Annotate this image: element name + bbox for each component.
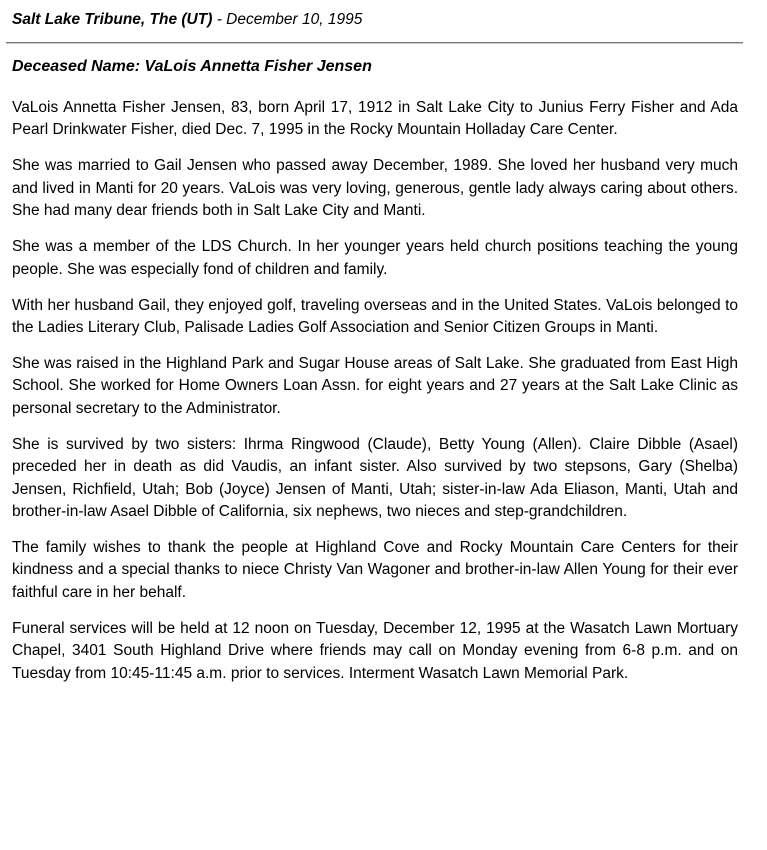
obituary-body	[12, 97, 738, 699]
obituary-paragraph: She is survived by two sisters: Ihrma Ringwood (Claude), Betty Young (Allen). Claire Dibble (Asael) preceded her in death as did Vaudis, an infant sister. Also survived by two stepsons, Gary (Shelba) Jensen, Richfield, Utah; Bob (Joyce) Jensen of Manti, Utah; sister-in-law Ada Eliason, Manti, Utah and brother-in-law Asael Dibble of California, six nephews, two nieces and step-grandchildren.	[12, 435, 738, 521]
obituary-paragraph: She was raised in the Highland Park and Sugar House areas of Salt Lake. She graduated from East High School. She worked for Home Owners Loan Assn. for eight years and 27 years at the Salt Lake Clinic as personal secretary to the Administrator.	[12, 355, 738, 417]
obituary-paragraph: The family wishes to thank the people at Highland Cove and Rocky Mountain Care Centers for their kindness and a special thanks to niece Christy Van Wagoner and brother-in-law Allen Young for their ever faithful care in her behalf.	[12, 539, 738, 601]
obituary-paragraph: She was a member of the LDS Church. In her younger years held church positions teaching the young people. She was especially fond of children and family.	[12, 238, 738, 278]
publication-date: December 10, 1995	[226, 11, 363, 28]
deceased-name-heading: Deceased Name: VaLois Annetta Fisher Jensen	[12, 58, 372, 75]
obituary-paragraph: Funeral services will be held at 12 noon on Tuesday, December 12, 1995 at the Wasatch Lawn Mortuary Chapel, 3401 South Highland Drive where friends may call on Monday evening from 6-8 p.m. and on Tuesday from 10:45-11:45 a.m. prior to services. Interment Wasatch Lawn Memorial Park.	[12, 619, 738, 682]
header-separator: -	[212, 11, 227, 28]
obituary-paragraph: VaLois Annetta Fisher Jensen, 83, born April 17, 1912 in Salt Lake City to Junius Ferry Fisher and Ada Pearl Drinkwater Fisher, died Dec. 7, 1995 in the Rocky Mountain Holladay Care Center.	[12, 99, 738, 139]
obituary-paragraph: With her husband Gail, they enjoyed golf, traveling overseas and in the United States. VaLois belonged to the Ladies Literary Club, Palisade Ladies Golf Association and Senior Citizen Groups in Manti.	[12, 296, 738, 337]
publication-header	[12, 10, 362, 30]
obituary-paragraph: She was married to Gail Jensen who passed away December, 1989. She loved her husband very much and lived in Manti for 20 years. VaLois was very loving, generous, gentle lady always caring about others. She had many dear friends both in Salt Lake City and Manti.	[12, 157, 738, 220]
publication-source: Salt Lake Tribune, The (UT)	[12, 11, 213, 28]
header-divider	[6, 42, 743, 44]
